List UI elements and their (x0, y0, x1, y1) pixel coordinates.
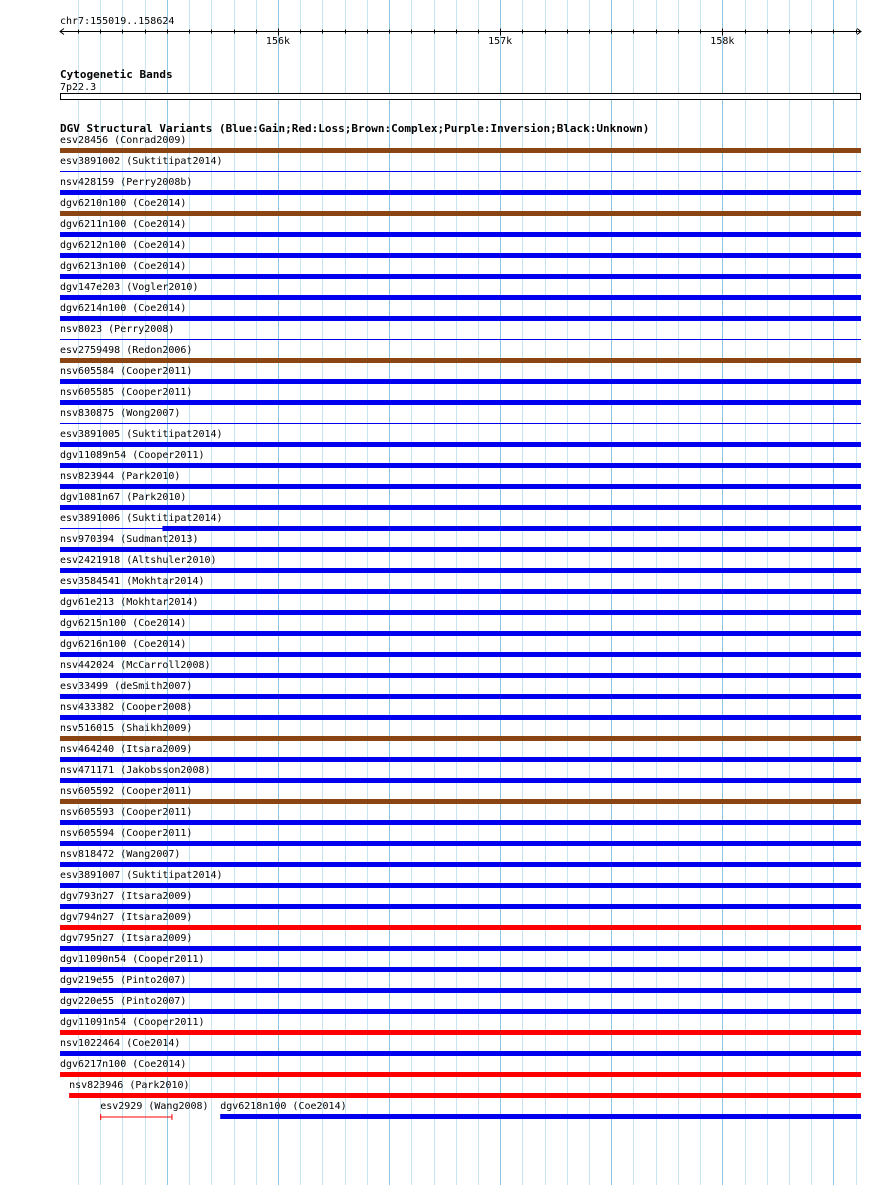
sv-feature-label: nsv442024 (McCarroll2008) (60, 660, 211, 671)
sv-feature-label: dgv219e55 (Pinto2007) (60, 975, 187, 986)
sv-feature[interactable] (220, 1101, 861, 1119)
sv-feature-bar (60, 190, 861, 195)
sv-feature-label: nsv1022464 (Coe2014) (60, 1038, 181, 1049)
sv-feature[interactable] (60, 387, 861, 405)
sv-feature-bar (60, 778, 861, 783)
sv-feature-label: esv3891007 (Suktitipat2014) (60, 870, 223, 881)
sv-feature[interactable] (60, 135, 861, 153)
sv-feature-bar (60, 967, 861, 972)
sv-feature-bar (60, 925, 861, 930)
sv-feature-label: nsv830875 (Wong2007) (60, 408, 181, 419)
sv-feature-bar (60, 463, 861, 468)
sv-feature[interactable] (60, 744, 861, 762)
sv-feature-bar (60, 295, 861, 300)
sv-feature[interactable] (60, 912, 861, 930)
sv-feature-label: nsv428159 (Perry2008b) (60, 177, 193, 188)
sv-feature-bar (60, 610, 861, 615)
sv-feature-bar (60, 652, 861, 657)
dgv-features (60, 135, 861, 1120)
sv-feature-label: esv2929 (Wang2008) (100, 1101, 209, 1112)
ruler-tick-label: 157k (488, 36, 513, 47)
sv-feature-bar (60, 904, 861, 909)
sv-feature-label: dgv61e213 (Mokhtar2014) (60, 597, 199, 608)
sv-feature[interactable] (60, 471, 861, 489)
sv-feature[interactable] (60, 933, 861, 951)
sv-feature-bar (60, 820, 861, 825)
sv-feature[interactable] (60, 198, 861, 216)
cytoband-label: 7p22.3 (60, 82, 97, 93)
sv-feature-label: dgv6215n100 (Coe2014) (60, 618, 187, 629)
sv-feature[interactable] (60, 240, 861, 258)
sv-feature-bar (60, 148, 861, 153)
sv-feature-bar (60, 757, 861, 762)
sv-feature[interactable] (60, 261, 861, 279)
sv-feature-bar (220, 1114, 861, 1119)
sv-feature-bar (60, 799, 861, 804)
sv-feature-bar (60, 484, 861, 489)
sv-feature[interactable] (60, 954, 861, 972)
sv-feature-bar (60, 505, 861, 510)
sv-feature-bar (60, 673, 861, 678)
sv-feature-bar (60, 883, 861, 888)
sv-feature-label: dgv6216n100 (Coe2014) (60, 639, 187, 650)
sv-feature-bar (162, 526, 861, 531)
sv-feature-label: dgv6217n100 (Coe2014) (60, 1059, 187, 1070)
sv-feature-label: nsv818472 (Wang2007) (60, 849, 181, 860)
sv-feature-label: dgv6218n100 (Coe2014) (220, 1101, 347, 1112)
sv-feature-bar (60, 736, 861, 741)
sv-feature[interactable] (60, 639, 861, 657)
sv-feature[interactable] (60, 1038, 861, 1056)
sv-feature-label: esv3891002 (Suktitipat2014) (60, 156, 223, 167)
sv-feature-bar (60, 715, 861, 720)
sv-feature[interactable] (60, 1059, 861, 1077)
sv-feature-label: dgv6214n100 (Coe2014) (60, 303, 187, 314)
sv-feature[interactable] (60, 219, 861, 237)
sv-feature-label: nsv471171 (Jakobsson2008) (60, 765, 211, 776)
dgv-track-title: DGV Structural Variants (Blue:Gain;Red:Loss;Brown:Complex;Purple:Inversion;Black:Unknown) (60, 122, 650, 135)
sv-feature-label: nsv605594 (Cooper2011) (60, 828, 193, 839)
sv-feature[interactable] (60, 702, 861, 720)
sv-feature-bar (60, 253, 861, 258)
sv-feature[interactable] (60, 723, 861, 741)
ruler (60, 16, 861, 47)
sv-feature[interactable] (60, 408, 861, 424)
dgv-track (60, 122, 861, 1120)
sv-feature[interactable] (60, 660, 861, 678)
sv-feature-bar (60, 946, 861, 951)
sv-feature[interactable] (60, 765, 861, 783)
sv-feature-bar (60, 1072, 861, 1077)
sv-feature-label: dgv1081n67 (Park2010) (60, 492, 187, 503)
sv-feature[interactable] (60, 996, 861, 1014)
sv-feature[interactable] (60, 681, 861, 699)
sv-feature[interactable] (60, 891, 861, 909)
sv-feature-label: nsv605584 (Cooper2011) (60, 366, 193, 377)
sv-feature-label: nsv605592 (Cooper2011) (60, 786, 193, 797)
sv-feature[interactable] (60, 870, 861, 888)
sv-feature-bar (60, 1030, 861, 1035)
sv-feature-label: nsv970394 (Sudmant2013) (60, 534, 199, 545)
sv-feature-bar (60, 631, 861, 636)
sv-feature-label: nsv433382 (Cooper2008) (60, 702, 193, 713)
sv-feature-label: nsv823944 (Park2010) (60, 471, 181, 482)
sv-feature-bar (60, 1009, 861, 1014)
cytoband-track (60, 68, 861, 100)
sv-feature-bar (60, 232, 861, 237)
cytoband-track-title: Cytogenetic Bands (60, 68, 173, 81)
sv-feature-label: dgv147e203 (Vogler2010) (60, 282, 199, 293)
sv-feature-label: esv33499 (deSmith2007) (60, 681, 193, 692)
sv-feature-bar (60, 568, 861, 573)
sv-feature[interactable] (60, 429, 861, 447)
ruler-tick-label: 158k (710, 36, 735, 47)
sv-feature-label: esv28456 (Conrad2009) (60, 135, 187, 146)
sv-feature-label: dgv795n27 (Itsara2009) (60, 933, 193, 944)
sv-feature-bar (60, 274, 861, 279)
sv-feature-label: dgv6213n100 (Coe2014) (60, 261, 187, 272)
sv-feature-label: nsv8023 (Perry2008) (60, 324, 175, 335)
sv-feature[interactable] (60, 576, 861, 594)
sv-feature[interactable] (69, 1080, 861, 1098)
sv-feature-label: dgv794n27 (Itsara2009) (60, 912, 193, 923)
sv-feature[interactable] (60, 177, 861, 195)
sv-feature-bar (60, 547, 861, 552)
sv-feature[interactable] (60, 618, 861, 636)
sv-feature[interactable] (60, 324, 861, 340)
sv-feature[interactable] (60, 849, 861, 867)
sv-feature-label: dgv6212n100 (Coe2014) (60, 240, 187, 251)
sv-feature-label: esv2421918 (Altshuler2010) (60, 555, 217, 566)
sv-feature-bar (69, 1093, 861, 1098)
sv-feature-bar (60, 211, 861, 216)
sv-feature-bar (60, 988, 861, 993)
sv-feature-bar (60, 862, 861, 867)
sv-feature[interactable] (60, 492, 861, 510)
sv-feature[interactable] (60, 303, 861, 321)
ruler-tick-label: 156k (265, 36, 291, 47)
sv-feature[interactable] (60, 345, 861, 363)
sv-feature-bar (60, 694, 861, 699)
sv-feature-label: dgv220e55 (Pinto2007) (60, 996, 187, 1007)
sv-feature-label: nsv605585 (Cooper2011) (60, 387, 193, 398)
sv-feature-label: esv3891006 (Suktitipat2014) (60, 513, 223, 524)
sv-feature[interactable] (60, 597, 861, 615)
sv-feature[interactable] (60, 786, 861, 804)
sv-feature[interactable] (60, 807, 861, 825)
sv-feature-label: dgv11090n54 (Cooper2011) (60, 954, 205, 965)
sv-feature-bar (60, 316, 861, 321)
sv-feature-label: dgv11089n54 (Cooper2011) (60, 450, 205, 461)
sv-feature[interactable] (60, 366, 861, 384)
sv-feature-label: esv3891005 (Suktitipat2014) (60, 429, 223, 440)
sv-feature-bar (60, 379, 861, 384)
sv-feature-label: nsv823946 (Park2010) (69, 1080, 190, 1091)
sv-feature-bar (60, 358, 861, 363)
sv-feature-label: dgv793n27 (Itsara2009) (60, 891, 193, 902)
sv-feature-bar (60, 589, 861, 594)
sv-feature-label: nsv516015 (Shaikh2009) (60, 723, 193, 734)
sv-feature-bar (60, 1051, 861, 1056)
sv-feature-label: nsv464240 (Itsara2009) (60, 744, 193, 755)
sv-feature-bar (60, 400, 861, 405)
sv-feature-label: dgv6211n100 (Coe2014) (60, 219, 187, 230)
sv-feature[interactable] (100, 1101, 208, 1120)
sv-feature[interactable] (60, 450, 861, 468)
sv-feature[interactable] (60, 555, 861, 573)
sv-feature-bar (60, 442, 861, 447)
sv-feature-label: esv2759498 (Redon2006) (60, 345, 193, 356)
location-label: chr7:155019..158624 (60, 16, 175, 27)
sv-feature[interactable] (60, 282, 861, 300)
sv-feature[interactable] (60, 513, 861, 531)
sv-feature-bar (60, 841, 861, 846)
sv-feature[interactable] (60, 828, 861, 846)
sv-feature[interactable] (60, 534, 861, 552)
sv-feature[interactable] (60, 1017, 861, 1035)
sv-feature-label: esv3584541 (Mokhtar2014) (60, 576, 205, 587)
sv-feature-label: dgv6210n100 (Coe2014) (60, 198, 187, 209)
cytoband-bar[interactable] (61, 94, 861, 100)
sv-feature[interactable] (60, 975, 861, 993)
sv-feature-label: nsv605593 (Cooper2011) (60, 807, 193, 818)
sv-feature[interactable] (60, 156, 861, 172)
sv-feature-label: dgv11091n54 (Cooper2011) (60, 1017, 205, 1028)
